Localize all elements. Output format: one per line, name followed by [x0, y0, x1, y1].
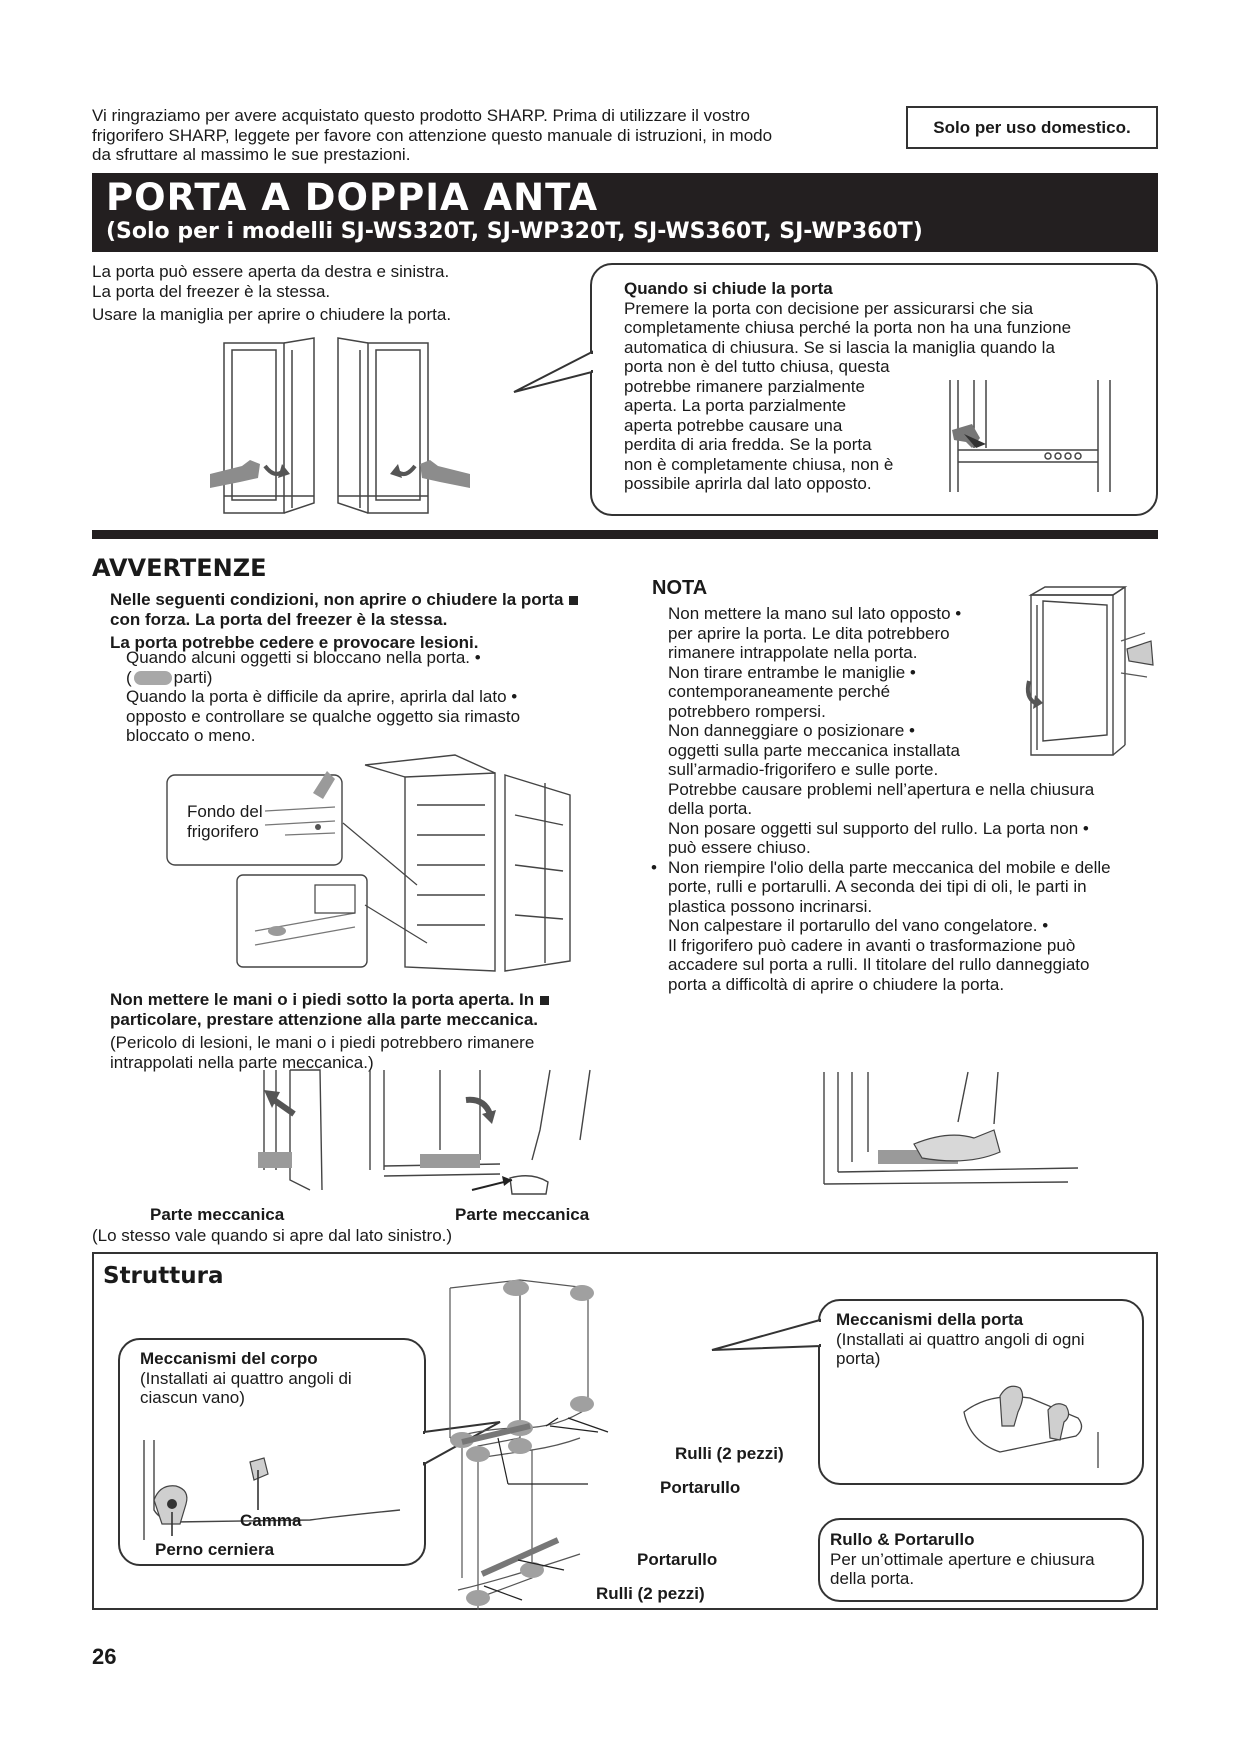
- closing-line: aperta. La porta parzialmente: [624, 396, 847, 415]
- warning-subline: La porta potrebbe cedere e provocare lesioni.: [110, 633, 479, 652]
- mechanism-illustration-left: [250, 1070, 610, 1210]
- body-mechanism-illustration: [140, 1440, 410, 1550]
- closing-line: potrebbe rimanere parzialmente: [624, 376, 865, 396]
- same-left-note: (Lo stesso vale quando si apre dal lato sinistro.): [92, 1226, 453, 1245]
- rollers-bottom-label: Rulli (2 pezzi): [596, 1584, 705, 1603]
- door-opening-illustration: [210, 338, 470, 520]
- detail-line: Quando alcuni oggetti si bloccano nella porta. •: [126, 648, 481, 667]
- closing-line: non è completamente chiusa, non è: [624, 454, 894, 474]
- nota-line: Il frigorifero può cadere in avanti o trasformazione può: [668, 935, 1076, 955]
- warning-item-1-details: [126, 648, 606, 746]
- label-line: Fondo del: [187, 802, 263, 821]
- square-bullet-icon: [540, 996, 549, 1005]
- nota-line: può essere chiuso.: [668, 838, 811, 857]
- detail-paren: (: [126, 667, 132, 687]
- door-intro-line: Usare la maniglia per aprire o chiudere la porta.: [92, 305, 452, 324]
- closing-line: automatica di chiusura. Se si lascia la maniglia quando la: [624, 337, 1055, 357]
- detail-line: Quando la porta è difficile da aprire, aprirla dal lato •: [126, 687, 518, 706]
- rollers-top-label: Rulli (2 pezzi): [675, 1444, 784, 1463]
- page-title: PORTA A DOPPIA ANTA: [106, 176, 599, 219]
- closing-illustration: [946, 378, 1136, 496]
- holder-bottom-label: Portarullo: [637, 1550, 718, 1569]
- nota-line: porta a difficoltà di aprire o chiudere la porta.: [668, 974, 1005, 994]
- body-mechanism-desc: (Installati ai quattro angoli di: [140, 1368, 352, 1388]
- detail-line: opposto e controllare se qualche oggetto sia rimasto: [126, 706, 521, 726]
- page-number: 26: [92, 1644, 117, 1669]
- nota-line: porte, rulli e portarulli. A seconda dei tipi di oli, le parti in: [668, 877, 1087, 896]
- domestic-use-badge: Solo per uso domestico.: [906, 106, 1158, 149]
- structure-heading: Struttura: [103, 1263, 224, 1289]
- section-divider: [92, 530, 1158, 539]
- closing-line: possibile aprirla dal lato opposto.: [624, 474, 872, 493]
- closing-line: completamente chiusa perché la porta non ha una funzione: [624, 318, 1072, 337]
- warning-line: con forza. La porta del freezer è la stessa.: [110, 609, 448, 629]
- warning-item-2-note: [110, 1033, 610, 1072]
- closing-line: perdita di aria fredda. Se la porta: [624, 435, 872, 454]
- closing-title: Quando si chiude la porta: [624, 279, 833, 298]
- nota-line: per aprire la porta. Le dita potrebbero: [668, 623, 950, 643]
- closing-line: aperta potrebbe causare una: [624, 415, 843, 435]
- door-mechanism-desc: porta): [836, 1349, 881, 1368]
- warning-line: Non mettere le mani o i piedi sotto la porta aperta. In: [110, 990, 535, 1009]
- cam-label: Camma: [240, 1511, 302, 1530]
- nota-line: oggetti sulla parte meccanica installata: [668, 740, 960, 760]
- body-mechanism-desc: ciascun vano): [140, 1388, 245, 1407]
- body-mechanism-text: [140, 1349, 420, 1408]
- mechanism-label-right: Parte meccanica: [455, 1205, 590, 1224]
- intro-text: [92, 106, 852, 165]
- door-mechanism-desc: (Installati ai quattro angoli di ogni: [836, 1329, 1085, 1349]
- warning-line: particolare, prestare attenzione alla parte meccanica.: [110, 1009, 539, 1029]
- closing-line: porta non è del tutto chiusa, questa: [624, 357, 890, 376]
- nota-line: Non calpestare il portarullo del vano congelatore. •: [668, 916, 1049, 935]
- warnings-heading: AVVERTENZE: [92, 554, 267, 582]
- intro-line: frigorifero SHARP, leggete per favore con attenzione questo manuale di istruzioni, in modo: [92, 125, 773, 145]
- warning-item-2: [110, 990, 610, 1029]
- nota-line: accadere sul porta a rulli. Il titolare del rullo danneggiato: [668, 955, 1090, 974]
- warning-item-1: [110, 590, 610, 653]
- door-intro-line: La porta del freezer è la stessa.: [92, 281, 331, 301]
- nota-line: Non danneggiare o posizionare •: [668, 721, 915, 740]
- parts-marker-icon: [134, 671, 172, 685]
- nota-foot-illustration: [818, 1072, 1128, 1190]
- door-callout-pointer: [712, 1316, 822, 1366]
- note-line: intrappolati nella parte meccanica.): [110, 1052, 374, 1072]
- door-mechanism-text: [836, 1310, 1136, 1369]
- pin-label: Perno cerniera: [155, 1540, 275, 1559]
- roller-desc: della porta.: [830, 1569, 915, 1588]
- nota-line: Non mettere la mano sul lato opposto •: [668, 604, 962, 623]
- warning-line: Nelle seguenti condizioni, non aprire o chiudere la porta: [110, 590, 564, 609]
- roller-desc: Per un’ottimale aperture e chiusura: [830, 1549, 1095, 1569]
- note-line: (Pericolo di lesioni, le mani o i piedi potrebbero rimanere: [110, 1033, 535, 1052]
- intro-line: Vi ringraziamo per avere acquistato questo prodotto SHARP. Prima di utilizzare il vostro: [92, 106, 750, 125]
- nota-line: Non posare oggetti sul supporto del rullo. La porta non •: [668, 818, 1089, 838]
- nota-line: contemporaneamente perché: [668, 682, 891, 701]
- door-mechanism-title: Meccanismi della porta: [836, 1310, 1024, 1329]
- label-line: frigorifero: [187, 821, 259, 841]
- nota-fridge-illustration: [1025, 585, 1155, 767]
- nota-line: plastica possono incrinarsi.: [668, 896, 873, 916]
- page-subtitle: (Solo per i modelli SJ-WS320T, SJ-WP320T, SJ-WS360T, SJ-WP360T): [106, 219, 923, 244]
- body-mechanism-title: Meccanismi del corpo: [140, 1349, 318, 1368]
- nota-line: potrebbero rompersi.: [668, 701, 826, 721]
- callout-pointer: [512, 350, 594, 410]
- detail-parts: parti): [173, 667, 213, 687]
- detail-line: bloccato o meno.: [126, 726, 256, 745]
- nota-heading: NOTA: [652, 577, 708, 599]
- fridge-bottom-label: [187, 802, 263, 841]
- nota-line: sull’armadio-frigorifero e sulle porte.: [668, 760, 939, 779]
- mechanism-label-left: Parte meccanica: [150, 1205, 285, 1224]
- door-mechanism-illustration: [960, 1372, 1100, 1472]
- holder-top-label: Portarullo: [660, 1478, 741, 1497]
- closing-line: Premere la porta con decisione per assicurarsi che sia: [624, 298, 1034, 318]
- nota-line: Non tirare entrambe le maniglie •: [668, 662, 916, 682]
- bullet-icon: •: [651, 857, 657, 877]
- door-intro: [92, 262, 532, 325]
- nota-line: Potrebbe causare problemi nell’apertura e nella chiusura: [668, 779, 1095, 799]
- nota-line: Non riempire l'olio della parte meccanica del mobile e delle: [668, 857, 1111, 877]
- roller-text: [830, 1530, 1140, 1589]
- title-banner: [92, 173, 1158, 252]
- square-bullet-icon: [569, 596, 578, 605]
- door-intro-line: La porta può essere aperta da destra e sinistra.: [92, 262, 450, 281]
- nota-line: della porta.: [668, 799, 753, 818]
- roller-title: Rullo & Portarullo: [830, 1530, 975, 1549]
- intro-line: da sfruttare al massimo le sue prestazioni.: [92, 145, 411, 164]
- open-fridge-illustration: [165, 735, 585, 980]
- nota-line: rimanere intrappolate nella porta.: [668, 643, 918, 662]
